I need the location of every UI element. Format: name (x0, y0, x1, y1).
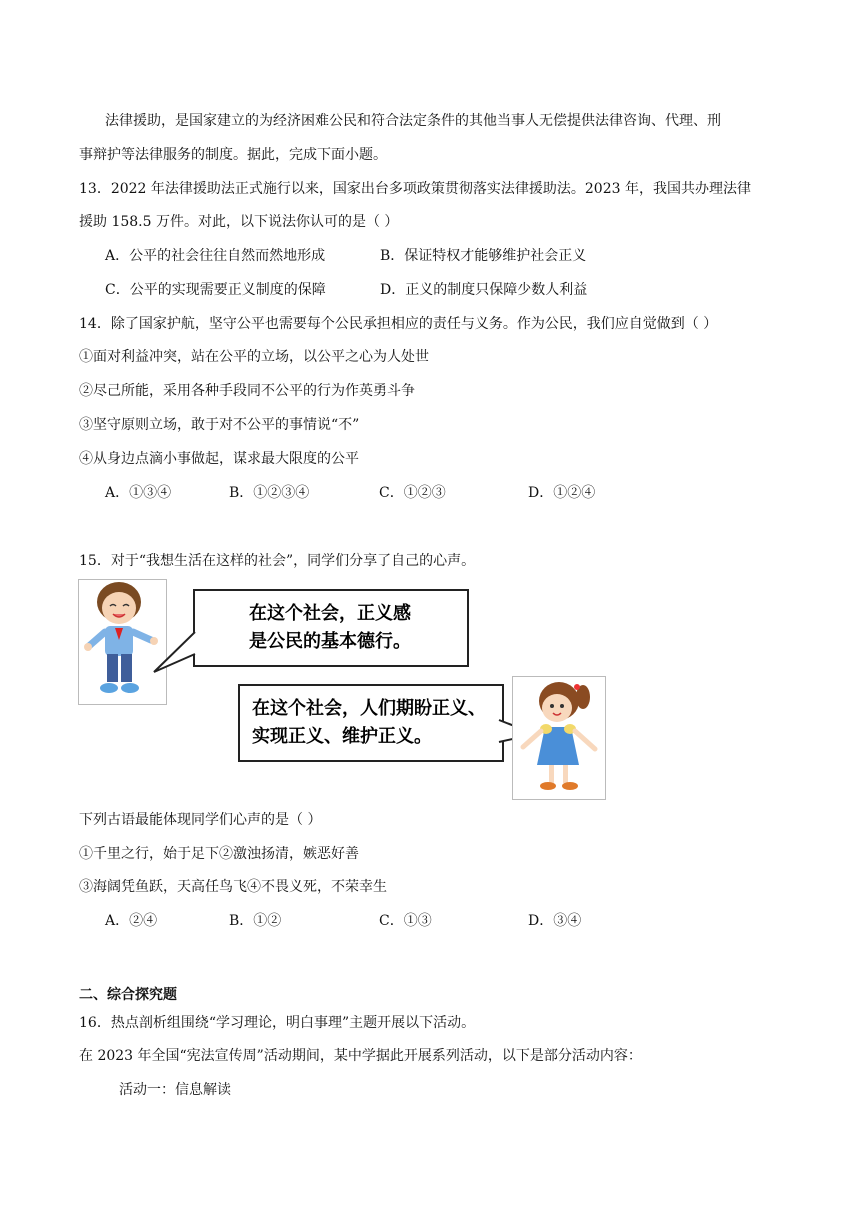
q16-context: 在 2023 年全国“宪法宣传周”活动期间，某中学据此开展系列活动，以下是部分活动内容： (79, 1048, 642, 1064)
q14-option-c: C．①②③ (379, 485, 446, 501)
q13-option-b: B．保证特权才能够维护社会正义 (380, 248, 587, 264)
q15-option-b: B．①② (229, 913, 282, 929)
q14-item-3: ③坚守原则立场，敢于对不公平的事情说“不” (79, 417, 360, 433)
q15-items-line-1: ①千里之行，始于足下②激浊扬清，嫉恶好善 (79, 846, 359, 862)
q15-option-a: A．②④ (105, 913, 158, 929)
q15-stem: 15．对于“我想生活在这样的社会”，同学们分享了自己的心声。 (79, 553, 476, 569)
section-heading: 二、综合探究题 (79, 987, 177, 1003)
q14-option-d: D．①②④ (528, 485, 596, 501)
q13-option-d: D．正义的制度只保障少数人利益 (380, 282, 588, 298)
q15-option-c: C．①③ (379, 913, 432, 929)
girl-figure-icon (513, 677, 605, 799)
intro-line-1: 法律援助，是国家建立的为经济困难公民和符合法定条件的其他当事人无偿提供法律咨询、代理、刑 (105, 113, 721, 129)
q14-option-b: B．①②③④ (229, 485, 310, 501)
q15-items-line-2: ③海阔凭鱼跃，天高任鸟飞④不畏义死，不荣幸生 (79, 879, 387, 895)
q14-item-4: ④从身边点滴小事做起，谋求最大限度的公平 (79, 451, 359, 467)
bubble-boy-line-1: 在这个社会，正义感 (249, 603, 411, 624)
q13-stem-line-1: 13．2022 年法律援助法正式施行以来，国家出台多项政策贯彻落实法律援助法。2023 年，我国共办理法律 (79, 181, 751, 197)
bubble-boy-tail-icon (152, 630, 198, 674)
q14-item-1: ①面对利益冲突，站在公平的立场，以公平之心为人处世 (79, 349, 429, 365)
intro-line-2: 事辩护等法律服务的制度。据此，完成下面小题。 (79, 147, 387, 163)
q13-option-a: A．公平的社会往往自然而然地形成 (105, 248, 326, 264)
bubble-girl-line-2: 实现正义、维护正义。 (252, 726, 432, 747)
q14-item-2: ②尽己所能，采用各种手段同不公平的行为作英勇斗争 (79, 383, 415, 399)
speech-bubble-boy (193, 589, 469, 667)
q13-stem-line-2: 援助 158.5 万件。对此，以下说法你认可的是（ ） (79, 214, 399, 230)
q15-question: 下列古语最能体现同学们心声的是（ ） (79, 812, 322, 828)
q14-option-a: A．①③④ (105, 485, 172, 501)
activity-one-label: 活动一：信息解读 (119, 1082, 231, 1098)
q15-option-d: D．③④ (528, 913, 582, 929)
speech-bubble-girl (238, 684, 504, 762)
q14-stem: 14．除了国家护航，坚守公平也需要每个公民承担相应的责任与义务。作为公民，我们应自觉做到（ ） (79, 316, 718, 332)
q16-stem: 16．热点剖析组围绕“学习理论，明白事理”主题开展以下活动。 (79, 1015, 476, 1031)
bubble-girl-line-1: 在这个社会，人们期盼正义、 (252, 698, 486, 719)
bubble-boy-line-2: 是公民的基本德行。 (249, 631, 411, 652)
girl-illustration (512, 676, 606, 800)
q13-option-c: C．公平的实现需要正义制度的保障 (105, 282, 326, 298)
